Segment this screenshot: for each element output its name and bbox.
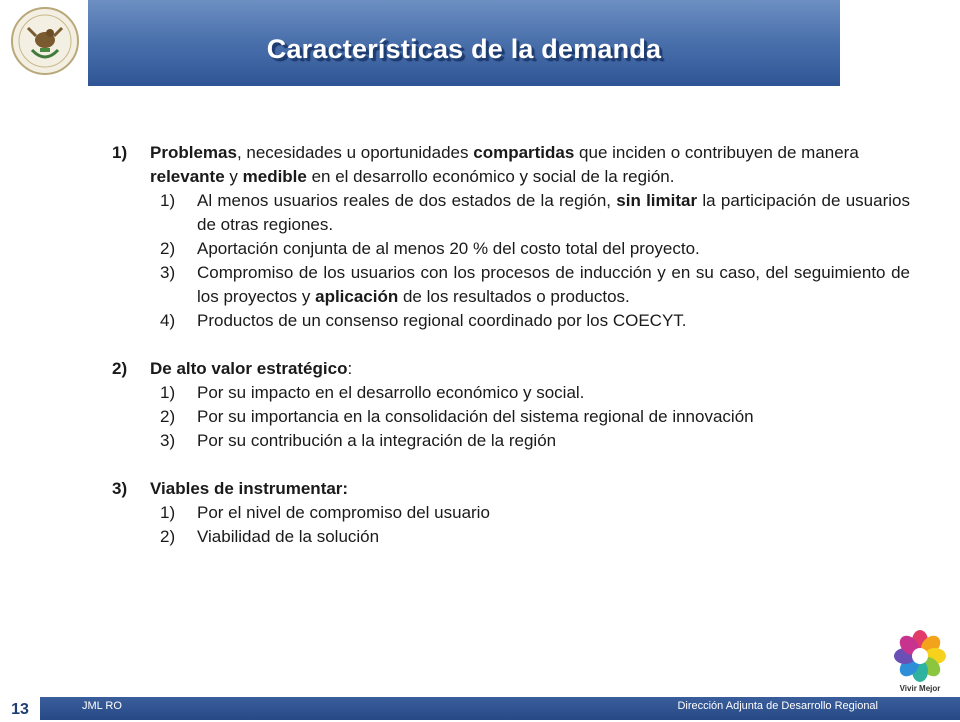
list-item: 4) Productos de un consenso regional coordinado por los COECYT. bbox=[160, 311, 687, 330]
section-number: 2) bbox=[112, 359, 128, 378]
section-number: 1) bbox=[112, 143, 128, 162]
slide-body bbox=[108, 141, 910, 549]
slide-footer bbox=[0, 697, 960, 720]
list-item: 1) Por el nivel de compromiso del usuario bbox=[160, 503, 490, 522]
section-1 bbox=[108, 141, 910, 189]
list-item: 2) Aportación conjunta de al menos 20 % del costo total del proyecto. bbox=[160, 239, 700, 258]
list-item: 2) Por su importancia en la consolidación del sistema regional de innovación bbox=[160, 407, 754, 426]
section-text: De alto valor estratégico: bbox=[150, 359, 353, 378]
list-item: 1) Por su impacto en el desarrollo económico y social. bbox=[160, 383, 585, 402]
slide-header bbox=[0, 0, 960, 86]
section-3 bbox=[108, 477, 910, 501]
list-item: 3) Compromiso de los usuarios con los procesos de inducción y en su caso, del seguimiento de los proyectos y aplicación de los resultados o productos. bbox=[160, 263, 910, 306]
section-text: Problemas, necesidades u oportunidades compartidas que inciden o contribuyen de manera relevante y medible en el desarrollo económico y social de la región. bbox=[150, 143, 859, 186]
vivir-mejor-logo bbox=[890, 628, 950, 694]
slide-title: Características de la demanda bbox=[266, 34, 662, 64]
conacyt-logo bbox=[845, 2, 957, 84]
list-item: 2) Viabilidad de la solución bbox=[160, 527, 380, 546]
mexico-seal-logo bbox=[10, 6, 80, 76]
section-2 bbox=[108, 357, 910, 381]
vivir-mejor-wordmark: Vivir Mejor bbox=[899, 684, 941, 693]
page-number: 13 bbox=[0, 697, 40, 720]
conacyt-wordmark: CONACYT bbox=[862, 60, 940, 77]
section-number: 3) bbox=[112, 479, 128, 498]
footer-department: Dirección Adjunta de Desarrollo Regional bbox=[677, 700, 878, 712]
list-item: 1) Al menos usuarios reales de dos estados de la región, sin limitar la participación de usuarios de otras regiones. bbox=[160, 191, 910, 234]
list-item: 3) Por su contribución a la integración de la región bbox=[160, 431, 557, 450]
footer-author: JML RO bbox=[82, 700, 122, 712]
section-text: Viables de instrumentar: bbox=[150, 479, 349, 498]
